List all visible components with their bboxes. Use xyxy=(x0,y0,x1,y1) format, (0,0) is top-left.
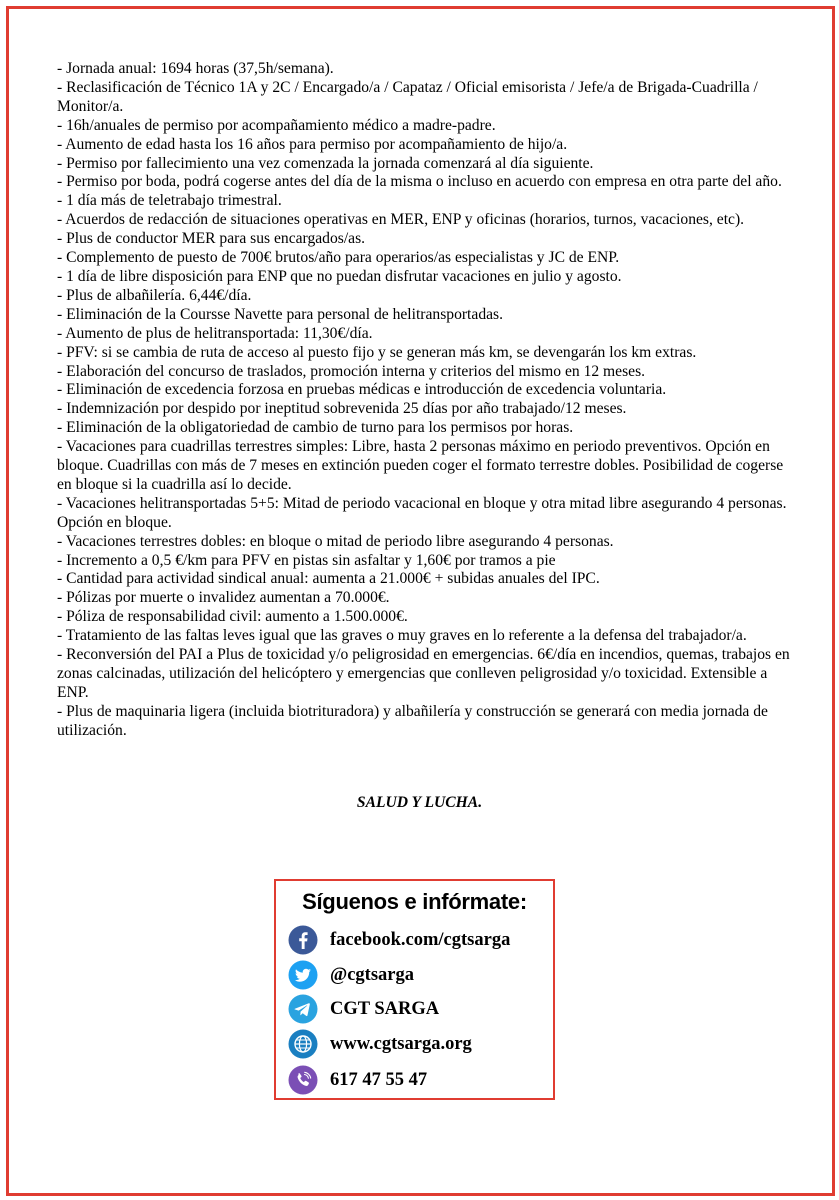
benefits-list xyxy=(57,60,792,741)
list-item: - Acuerdos de redacción de situaciones operativas en MER, ENP y oficinas (horarios, turnos, vacaciones, etc). xyxy=(57,211,745,229)
social-links-box xyxy=(274,879,555,1100)
list-item: - 1 día más de teletrabajo trimestral. xyxy=(57,192,282,210)
telegram-icon xyxy=(288,994,318,1024)
social-title: Síguenos e infórmate: xyxy=(302,889,527,914)
twitter-link[interactable] xyxy=(288,958,414,992)
list-item: - Reconversión del PAI a Plus de toxicidad y/o peligrosidad en emergencias. 6€/día en incendios, quemas, trabajos en zonas calcinadas, utilización del helicóptero y emergencias que conlleven peligrosidad y/o toxicidad. Extensible a ENP. xyxy=(57,646,790,701)
list-item: - Eliminación de excedencia forzosa en pruebas médicas e introducción de excedencia voluntaria. xyxy=(57,381,667,399)
list-item: - Vacaciones helitransportadas 5+5: Mitad de periodo vacacional en bloque y otra mitad libre asegurando 4 personas. Opción en bloque. xyxy=(57,494,787,531)
telegram-link[interactable] xyxy=(288,992,439,1026)
list-item: - Plus de conductor MER para sus encargados/as. xyxy=(57,230,366,248)
list-item: - 16h/anuales de permiso por acompañamiento médico a madre-padre. xyxy=(57,116,496,134)
list-item: - Vacaciones para cuadrillas terrestres simples: Libre, hasta 2 personas máximo en periodo preventivos. Opción en bloque. Cuadrillas con más de 7 meses en extinción pueden coger el formato terrestre dobles. Posibilidad de cogerse en bloque si la cuadrilla así lo decide. xyxy=(57,438,784,493)
list-item: - Plus de maquinaria ligera (incluida biotrituradora) y albañilería y construcción se generará con media jornada de utilización. xyxy=(57,702,768,739)
website-label: www.cgtsarga.org xyxy=(330,1033,472,1054)
list-item: - Reclasificación de Técnico 1A y 2C / Encargado/a / Capataz / Oficial emisorista / Jefe/a de Brigada-Cuadrilla / Monitor/a. xyxy=(57,78,758,115)
list-item: - Aumento de plus de helitransportada: 11,30€/día. xyxy=(57,324,373,342)
list-item: - Incremento a 0,5 €/km para PFV en pistas sin asfaltar y 1,60€ por tramos a pie xyxy=(57,551,556,569)
website-link[interactable] xyxy=(288,1027,472,1061)
phone-icon xyxy=(288,1065,318,1095)
list-item: - Plus de albañilería. 6,44€/día. xyxy=(57,286,252,304)
list-item: - PFV: si se cambia de ruta de acceso al puesto fijo y se generan más km, se devengarán los km extras. xyxy=(57,343,697,361)
list-item: - Póliza de responsabilidad civil: aumento a 1.500.000€. xyxy=(57,608,408,626)
list-item: - Jornada anual: 1694 horas (37,5h/semana). xyxy=(57,60,334,77)
closing-slogan: SALUD Y LUCHA. xyxy=(356,794,483,811)
telegram-label: CGT SARGA xyxy=(330,998,440,1019)
list-item: - Cantidad para actividad sindical anual: aumenta a 21.000€ + subidas anuales del IPC. xyxy=(57,570,600,588)
list-item: - Vacaciones terrestres dobles: en bloque o mitad de periodo libre asegurando 4 personas. xyxy=(57,532,614,550)
phone-link[interactable] xyxy=(288,1063,427,1097)
facebook-link[interactable] xyxy=(288,923,510,957)
list-item: - Permiso por boda, podrá cogerse antes del día de la misma o incluso en acuerdo con empresa en otra parte del año. xyxy=(57,173,782,191)
list-item: - Indemnización por despido por ineptitud sobrevenida 25 días por año trabajado/12 meses. xyxy=(57,400,627,418)
list-item: - Complemento de puesto de 700€ brutos/año para operarios/as especialistas y JC de ENP. xyxy=(57,249,620,267)
twitter-label: @cgtsarga xyxy=(330,964,414,985)
list-item: - Eliminación de la obligatoriedad de cambio de turno para los permisos por horas. xyxy=(57,419,574,437)
list-item: - 1 día de libre disposición para ENP que no puedan disfrutar vacaciones en julio y agosto. xyxy=(57,267,622,285)
list-item: - Pólizas por muerte o invalidez aumentan a 70.000€. xyxy=(57,589,390,607)
list-item: - Permiso por fallecimiento una vez comenzada la jornada comenzará al día siguiente. xyxy=(57,154,594,172)
list-item: - Aumento de edad hasta los 16 años para permiso por acompañamiento de hijo/a. xyxy=(57,135,568,153)
phone-label: 617 47 55 47 xyxy=(330,1069,428,1090)
facebook-icon xyxy=(288,925,318,955)
globe-icon xyxy=(288,1029,318,1059)
list-item: - Eliminación de la Coursse Navette para personal de helitransportadas. xyxy=(57,305,503,323)
list-item: - Tratamiento de las faltas leves igual que las graves o muy graves en lo referente a la defensa del trabajador/a. xyxy=(57,627,747,645)
facebook-label: facebook.com/cgtsarga xyxy=(330,929,511,950)
list-item: - Elaboración del concurso de traslados, promoción interna y criterios del mismo en 12 meses. xyxy=(57,362,646,380)
twitter-icon xyxy=(288,960,318,990)
